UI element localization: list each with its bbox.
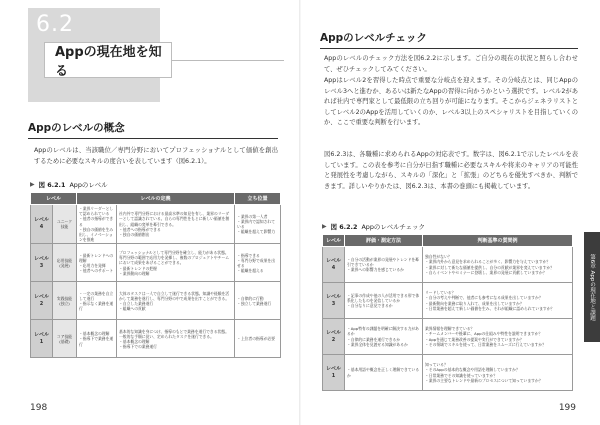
caption-marker-icon-right: ▶ bbox=[322, 223, 327, 230]
level-name-cell: 実践技能 (独立) bbox=[53, 282, 77, 320]
level-name-cell: ユニーク 技能 bbox=[53, 205, 77, 244]
right-paragraph-3: 図6.2.3は、各職種に求められるAppの対応表です。数字は、図6.2.1で示したレベルを表しています。この表を参考に自分が日指す職種に必要なスキルや将来のキャリアの可能性と発展性を考慮しながら、スキルの「深化」と「拡張」のどちらを優先すべきか、判断できます。詳しいやりかたは、図6.2.3は、本書の巻頭にも掲載しています。 bbox=[324, 151, 578, 190]
figure-caption-621 bbox=[30, 180, 108, 189]
table-header-row bbox=[31, 193, 281, 205]
left-paragraph: Appのレベルは、当該職位／専門分野においてプロフェッショナルとして価値を創出するために必要なスキルの度合いを表しています（図6.2.1）。 bbox=[34, 147, 278, 165]
page-number-right: 199 bbox=[558, 403, 576, 413]
left-section-heading-text: Appのレベルの概念 bbox=[28, 122, 125, 134]
check-level-cell: レベル 3 bbox=[323, 283, 345, 319]
header-questions: 判断基準の質問例 bbox=[423, 235, 573, 247]
right-section-heading-text: Appのレベルチェック bbox=[320, 32, 427, 44]
check-questions-cell: 独自性がない？ ・業界内外から意見を求められることが多く、影響力を与えていますか？ ・業界に対して新たな価値を提供し、自分の貢献が業界を変えていますか？ ・自らイベントやセミナーに登壇し、業界の発展に貢献していますか？ bbox=[423, 247, 573, 283]
check-method-cell: ・自分の活動が業界の発展やトレンドを牽引できているか ・業界への影響力を感じているか bbox=[345, 247, 423, 283]
title-rule bbox=[172, 60, 284, 61]
right-paragraph-1: Appのレベルのチェック方法を図6.2.2に示します。ご自分の現在の状況と照らし合わせて、ぜひチェックしてみてください。 bbox=[324, 55, 578, 73]
check-questions-cell: リードしている？ ・自分の考えや判断で、他者にも参考になる成果を出していますか？ ・最新動向を業務に取り入れて、成果を出していますか？ ・日常業務を超えて新しい価値を生み、それが組織に認められていますか？ bbox=[423, 283, 573, 319]
check-level-cell: レベル 2 bbox=[323, 319, 345, 355]
check-method-cell: ・App特有の課題を明確に解決する力があるか ・自律的に業務を遂行できるか ・業界全体を見渡せる知識があるか bbox=[345, 319, 423, 355]
page-number-left: 198 bbox=[30, 403, 48, 413]
table-row bbox=[31, 244, 281, 282]
figure-title: Appのレベル bbox=[69, 181, 108, 189]
table-row bbox=[323, 319, 573, 355]
level-definition-cell: 社内外で専門分野における最高水準の知見を有し、業界のリーダーとして認識されている。自らの専門性をもとに新しい価値を創出し、組織の変革を牽引できる。 ・他者への指導ができる ・独自の価値創出 bbox=[117, 205, 235, 244]
level-definition-cell: プロフェッショナルとして専門分野を確立し、能力がある状態。専門分野の範囲で応用力を発揮し、複数のプロジェクトやチームにおいて成果をあげることができる。 ・最新トレンドの把握 ・業界動向の理解 bbox=[117, 244, 235, 282]
header-position: 立ち位置 bbox=[235, 193, 281, 205]
level-cell: レベル 4 bbox=[31, 205, 53, 244]
level-cell: レベル 1 bbox=[31, 320, 53, 358]
level-definition-cell: 基本的な知識を身につけ、指導のもとで業務を遂行できる状態。一般的な手順に従い、定められたタスクを遂行できる。 ・基本概念の理解 ・指導下での業務遂行 bbox=[117, 320, 235, 358]
chapter-number: 6.2 bbox=[36, 12, 74, 37]
chapter-side-tab: 第6章 Appの現在地と課題 bbox=[584, 232, 600, 342]
table-header-row-right bbox=[323, 235, 573, 247]
level-position-cell: ・指導できる ・専門分野で成果を出せる ・組織を超える bbox=[235, 244, 281, 282]
right-paragraph-2: Appはレベル2を習得した時点で重要な分岐点を迎えます。その分岐点とは、同じAppのレベル3へと進むか、あるいは新たなAppの習得に向かうかという選択です。レベル2があれば社内で専門家として最低限の立ち回りが可能になります。そこからジェネラリストとしてレベル2のAppを活用していくのか、レベル3以上のスペシャリストを目指していくのか、ここで重要な判断を行います。 bbox=[324, 77, 578, 126]
check-questions-cell: 知っている？ ・そのAppの基本的な概念や用語を理解していますか？ ・日常業務でその知識を使っていますか？ ・業界の主要なトレンドや最新のプロセスについて知っていますか？ bbox=[423, 355, 573, 391]
header-level-right: レベル bbox=[323, 235, 345, 247]
table-row bbox=[323, 355, 573, 391]
check-method-cell: ・基本用語や概念を正しく理解できているか bbox=[345, 355, 423, 391]
caption-marker-icon: ▶ bbox=[30, 181, 35, 188]
check-level-cell: レベル 1 bbox=[323, 355, 345, 391]
right-section-heading bbox=[320, 30, 578, 49]
table-row bbox=[323, 247, 573, 283]
figure-number-right: 図 6.2.2 bbox=[330, 223, 358, 231]
level-cell: レベル 3 bbox=[31, 244, 53, 282]
header-definition: レベルの定義 bbox=[77, 193, 235, 205]
check-level-cell: レベル 4 bbox=[323, 247, 345, 283]
check-method-cell: ・記事の作成や他の人が活用できる形で体系化したものを発信しているか ・自分なりに意見できるか bbox=[345, 283, 423, 319]
table-row bbox=[31, 282, 281, 320]
right-page bbox=[300, 0, 600, 425]
level-name-cell: 応用技能 (発展) bbox=[53, 244, 77, 282]
check-questions-cell: 業界情報を理解できている？ ・チームメンバーや後輩に、Appの仕組みや特性を説明できますか？ ・Appを通じて業務改善の提案や実行ができていますか？ ・その領域でスキルを使って、日常業務をスムーズに行えていますか？ bbox=[423, 319, 573, 355]
level-definition-table bbox=[30, 192, 281, 358]
section-title-box bbox=[44, 42, 172, 78]
table-row bbox=[323, 283, 573, 319]
level-bullets-cell: ・基本概念の理解 ・指導下で業務を遂行 bbox=[77, 320, 117, 358]
level-bullets-cell: ・最新トレンドへの理解 ・応用力を発揮 ・他者へのサポート bbox=[77, 244, 117, 282]
level-position-cell: ・業界の第一人者 ・業界内で認知されている ・組織を超えて影響力 bbox=[235, 205, 281, 244]
table-row bbox=[31, 205, 281, 244]
left-section-heading bbox=[28, 120, 278, 139]
level-name-cell: コア技能 (基礎) bbox=[53, 320, 77, 358]
level-bullets-cell: ・一定の業務を自立して遂行 ・指示なく業務を遂行 bbox=[77, 282, 117, 320]
figure-number: 図 6.2.1 bbox=[38, 181, 66, 189]
section-title: Appの現在地を知る bbox=[55, 45, 162, 79]
level-position-cell: ・上位者の指導が必要 bbox=[235, 320, 281, 358]
level-check-table bbox=[322, 234, 573, 391]
figure-title-right: Appのレベルチェック bbox=[361, 223, 425, 231]
level-definition-cell: 大体のタスクは一人で自立して遂行できる状態。知識や経験を活かして業務を遂行し、専門分野の中で成果を出すことができる。 ・自立した業務遂行 ・組織への貢献 bbox=[117, 282, 235, 320]
level-cell: レベル 2 bbox=[31, 282, 53, 320]
figure-caption-622 bbox=[322, 222, 425, 231]
level-position-cell: ・自律的に行動 ・独立して業務遂行 bbox=[235, 282, 281, 320]
header-method: 評価・測定方法 bbox=[345, 235, 423, 247]
level-bullets-cell: ・業界リーダーとして認められている ・他者の指導ができる ・独自の価値を生み出し、イノベーションを推進 bbox=[77, 205, 117, 244]
header-level: レベル bbox=[31, 193, 77, 205]
table-row bbox=[31, 320, 281, 358]
